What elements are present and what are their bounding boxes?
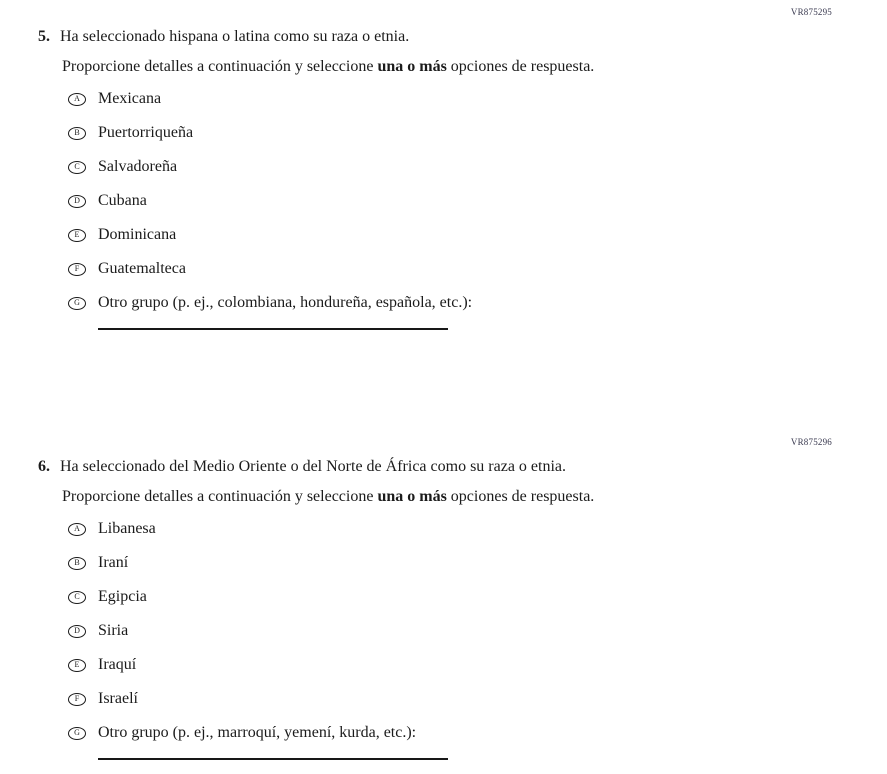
option-row	[0, 716, 887, 750]
bubble-letter: E	[74, 660, 80, 669]
answer-bubble-d[interactable]	[68, 625, 86, 638]
answer-bubble-b[interactable]	[68, 127, 86, 140]
answer-bubble-g[interactable]	[68, 727, 86, 740]
answer-bubble-a[interactable]	[68, 93, 86, 106]
question-number: 6.	[38, 458, 50, 475]
instruction-prefix: Proporcione detalles a continuación y seleccione	[62, 488, 378, 505]
question-5-section	[0, 0, 887, 330]
instruction-bold: una o más	[377, 488, 447, 505]
option-row	[0, 512, 887, 546]
option-row	[0, 252, 887, 286]
bubble-letter: G	[74, 728, 80, 737]
option-label: Puertorriqueña	[98, 124, 194, 141]
option-row	[0, 218, 887, 252]
write-in-line[interactable]	[98, 758, 448, 760]
answer-bubble-c[interactable]	[68, 591, 86, 604]
option-label: Dominicana	[98, 226, 177, 243]
option-label: Libanesa	[98, 520, 156, 537]
option-label: Cubana	[98, 192, 147, 209]
option-label: Siria	[98, 622, 129, 639]
option-label: Guatemalteca	[98, 260, 186, 277]
question-line	[0, 27, 887, 47]
bubble-letter: E	[74, 230, 80, 239]
instruction-suffix: opciones de respuesta.	[446, 58, 595, 75]
option-row	[0, 682, 887, 716]
option-label: Mexicana	[98, 90, 162, 107]
bubble-letter: G	[74, 298, 80, 307]
answer-bubble-c[interactable]	[68, 161, 86, 174]
instruction-prefix: Proporcione detalles a continuación y seleccione	[62, 58, 378, 75]
option-label: Iraní	[98, 554, 129, 571]
option-label: Salvadoreña	[98, 158, 178, 175]
option-label: Egipcia	[98, 588, 147, 605]
option-row	[0, 184, 887, 218]
option-row	[0, 648, 887, 682]
answer-bubble-a[interactable]	[68, 523, 86, 536]
option-row	[0, 580, 887, 614]
answer-bubble-d[interactable]	[68, 195, 86, 208]
instruction-text	[0, 57, 887, 77]
question-text: Ha seleccionado del Medio Oriente o del Norte de África como su raza o etnia.	[60, 458, 567, 475]
option-label: Otro grupo (p. ej., marroquí, yemení, kurda, etc.):	[98, 724, 417, 741]
bubble-letter: F	[74, 694, 80, 703]
bubble-letter: C	[74, 162, 80, 171]
option-row	[0, 82, 887, 116]
answer-bubble-e[interactable]	[68, 659, 86, 672]
option-row	[0, 150, 887, 184]
bubble-letter: D	[74, 196, 80, 205]
option-label: Israelí	[98, 690, 138, 707]
instruction-bold: una o más	[377, 58, 447, 75]
instruction-text	[0, 487, 887, 507]
option-row	[0, 286, 887, 320]
bubble-letter: D	[74, 626, 80, 635]
question-6-section	[0, 430, 887, 760]
question-line	[0, 457, 887, 477]
option-row	[0, 614, 887, 648]
option-label: Iraquí	[98, 656, 137, 673]
answer-bubble-g[interactable]	[68, 297, 86, 310]
option-row	[0, 546, 887, 580]
options-list	[0, 512, 887, 750]
write-in-line[interactable]	[98, 328, 448, 330]
answer-bubble-e[interactable]	[68, 229, 86, 242]
question-text: Ha seleccionado hispana o latina como su raza o etnia.	[60, 28, 410, 45]
options-list	[0, 82, 887, 320]
bubble-letter: C	[74, 592, 80, 601]
instruction-suffix: opciones de respuesta.	[446, 488, 595, 505]
form-code: VR875295	[790, 7, 832, 17]
option-row	[0, 116, 887, 150]
bubble-letter: F	[74, 264, 80, 273]
form-code: VR875296	[790, 437, 832, 447]
question-number: 5.	[38, 28, 50, 45]
answer-bubble-f[interactable]	[68, 263, 86, 276]
bubble-letter: B	[74, 128, 80, 137]
answer-bubble-b[interactable]	[68, 557, 86, 570]
answer-bubble-f[interactable]	[68, 693, 86, 706]
option-label: Otro grupo (p. ej., colombiana, hondureña, española, etc.):	[98, 294, 473, 311]
bubble-letter: A	[74, 524, 80, 533]
bubble-letter: A	[74, 94, 80, 103]
bubble-letter: B	[74, 558, 80, 567]
